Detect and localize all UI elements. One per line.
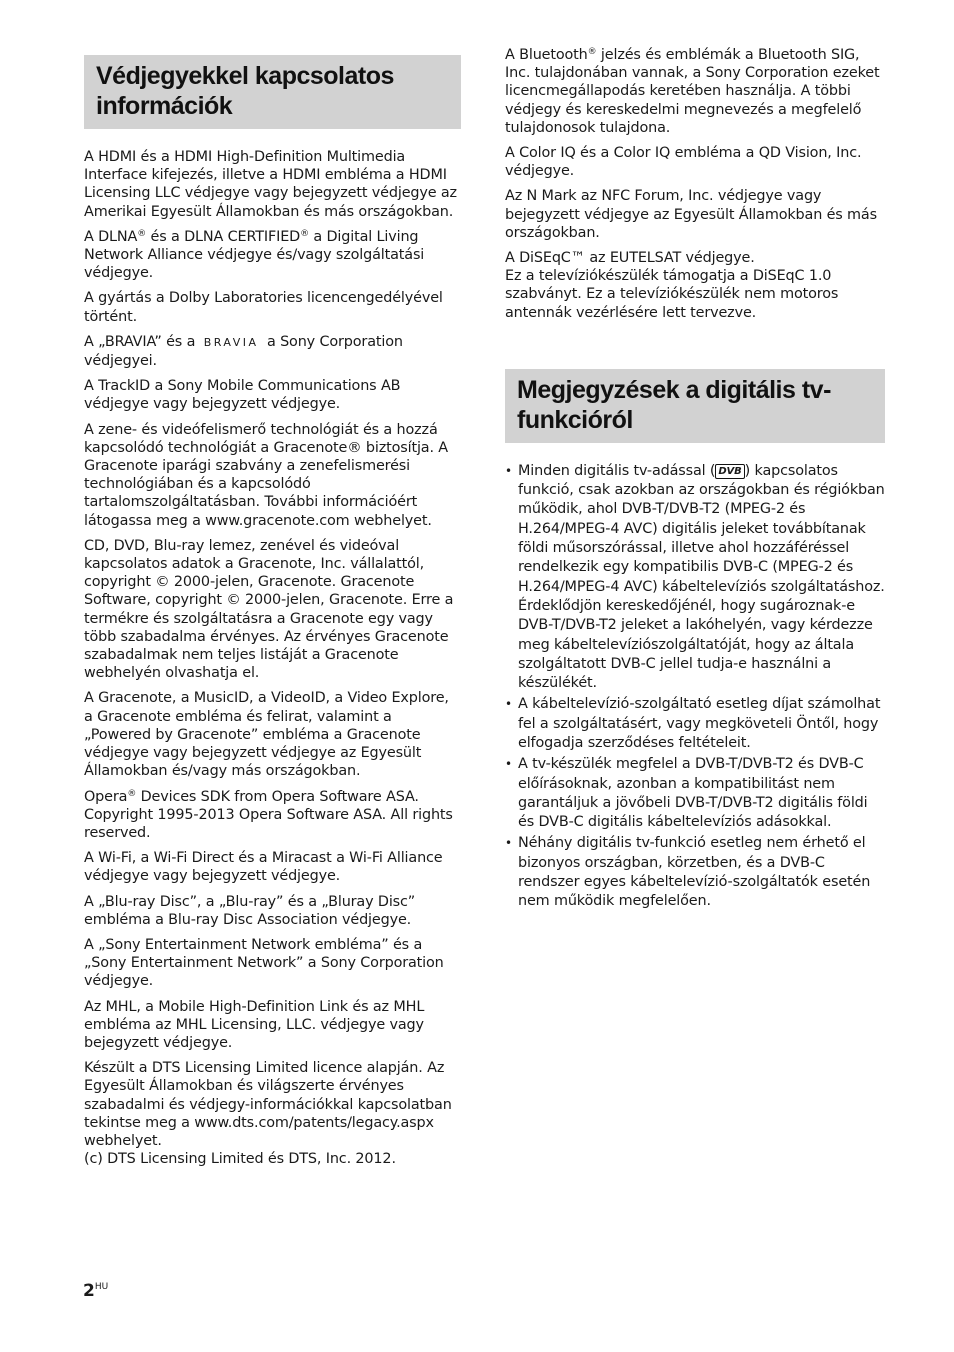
hdmi-paragraph: A HDMI és a HDMI High-Definition Multimedia Interface kifejezés, illetve a HDMI embléma a HDMI Licensing LLC védjegye vagy bejegyzett védjegye az Amerikai Egyesült Államokban és más országokban. bbox=[84, 149, 457, 220]
gracenote-technology-paragraph: A zene- és videófelismerő technológiát és a hozzá kapcsolódó technológiát a Gracenote® biztosítja. A Gracenote iparági szabvány a zenefelismerési technológiában és a kapcsolódó tartalomszolgáltatásban. További információért látogassa meg a www.gracenote.com webhelyet. bbox=[84, 421, 449, 529]
bullet-icon: • bbox=[505, 836, 512, 851]
dlna-paragraph: A DLNA® és a DLNA CERTIFIED® a Digital Living Network Alliance védjegye és/vagy szolgáltatási védjegye. bbox=[84, 228, 425, 282]
list-item: • A kábeltelevízió-szolgáltató esetleg díjat számolhat fel a szolgáltatásért, vagy megköveteli Öntől, hogy elfogadja szerződéses feltételeit. bbox=[505, 696, 881, 751]
list-item: • Néhány digitális tv-funkció esetleg nem érhető el bizonyos országban, körzetben, és a DVB-C rendszer egyes kábeltelevízió-szolgáltatók esetén nem működik megfelelően. bbox=[505, 835, 871, 910]
language-code: HU bbox=[94, 1282, 109, 1292]
dolby-paragraph: A gyártás a Dolby Laboratories licencengedélyével történt. bbox=[84, 290, 443, 325]
coloriq-paragraph: A Color IQ és a Color IQ embléma a QD Vision, Inc. védjegye. bbox=[505, 145, 862, 180]
trackid-paragraph: A TrackID a Sony Mobile Communications AB védjegye vagy bejegyzett védjegye. bbox=[84, 378, 401, 413]
diseqc-paragraph: A DiSEqC™ az EUTELSAT védjegye. Ez a televíziókészülék támogatja a DiSEqC 1.0 szabványt. Ez a televíziókészülék nem motoros antennák vezérlésére lett tervezve. bbox=[505, 250, 839, 321]
gracenote-trademark-paragraph: A Gracenote, a MusicID, a VideoID, a Video Explore, a Gracenote embléma és felirat, valamint a „Powered by Gracenote” embléma a Gracenote védjegye vagy bejegyzett védjegye az Egyesült Államokban és/vagy más országokban. bbox=[84, 690, 449, 780]
mhl-paragraph: Az MHL, a Mobile High-Definition Link és az MHL embléma az MHL Licensing, LLC. védjegye vagy bejegyzett védjegye. bbox=[84, 998, 425, 1051]
dts-paragraph: Készült a DTS Licensing Limited licence alapján. Az Egyesült Államokban és világszerte érvényes szabadalmi és védjegy-információkkal kapcsolatban tekintse meg a www.dts.com/patents/legacy.aspx webhelyet. (c) DTS Licensing Limited és DTS, Inc. 2012. bbox=[84, 1060, 452, 1168]
left-column bbox=[84, 55, 461, 1175]
list-item: • Minden digitális tv-adással ( DVB ) kapcsolatos funkció, csak azokban az országokban és régiókban működik, ahol DVB-T/DVB-T2 (MPEG-2 és H.264/MPEG-4 AVC) digitális jeleket továbbítanak földi műsorszórással, illetve ahol hozzáféréssel rendelkezik egy kompatibilis DVB-C (MPEG-2 és H.264/MPEG-4 AVC) kábeltelevíziós szolgáltatáshoz. Érdeklődjön kereskedőjénél, hogy sugároznak-e DVB-T/DVB-T2 jeleket a lakóhelyén, vagy kérdezze meg kábeltelevíziószolgáltatóját, hogy az általa szolgáltatott DVB-C jellel tudja-e használni a készülékét. bbox=[505, 462, 885, 692]
gracenote-copyright-paragraph: CD, DVD, Blu-ray lemez, zenével és videóval kapcsolatos adatok a Gracenote, Inc. vállalattól, copyright © 2000-jelen, Gracenote. Gracenote Software, copyright © 2000-jelen, Gracenote. Erre a termékre és szolgáltatásra a Gracenote egy vagy több szabadalma érvényes. Az érvényes Gracenote szabadalmak nem teljes listáját a Gracenote webhelyén olvashatja el. bbox=[84, 537, 454, 682]
wifi-paragraph: A Wi-Fi, a Wi-Fi Direct és a Miracast a Wi-Fi Alliance védjegye vagy bejegyzett védjegye. bbox=[84, 850, 443, 885]
right-column bbox=[505, 46, 885, 914]
bullet-icon: • bbox=[505, 697, 512, 712]
bluetooth-paragraph: A Bluetooth® jelzés és emblémák a Bluetooth SIG, Inc. tulajdonában vannak, a Sony Corporation ezeket licencmegállapodás keretében használja. A többi védjegy és kereskedelmi megnevezés a megfelelő tulajdonosok tulajdona. bbox=[505, 47, 880, 136]
trademark-heading: Védjegyekkel kapcsolatos információk bbox=[96, 62, 394, 120]
page-number: $2^{HU}$ bbox=[83, 1281, 109, 1301]
digital-tv-heading: Megjegyzések a digitális tv-funkcióról bbox=[517, 375, 831, 434]
digital-tv-notes-list bbox=[505, 462, 885, 912]
bravia-logo: BRAVIA bbox=[203, 335, 259, 349]
bluray-paragraph: A „Blu-ray Disc”, a „Blu-ray” és a „Bluray Disc” embléma a Blu-ray Disc Association védjegye. bbox=[84, 893, 416, 928]
list-item: • A tv-készülék megfelel a DVB-T/DVB-T2 és DVB-C előírásoknak, azonban a kompatibilitást nem garantáljuk a jövőbeli DVB-T/DVB-T2 digitális földi és DVB-C digitális kábeltelevíziós adásokkal. bbox=[505, 756, 868, 831]
sen-paragraph: A „Sony Entertainment Network embléma” és a „Sony Entertainment Network” a Sony Corporation védjegye. bbox=[84, 936, 444, 990]
bullet-icon: • bbox=[505, 757, 512, 772]
opera-paragraph: Opera® Devices SDK from Opera Software ASA. Copyright 1995-2013 Opera Software ASA. All rights reserved. bbox=[84, 788, 453, 841]
bravia-paragraph: A „BRAVIA” és a BRAVIA a Sony Corporation védjegyei. bbox=[84, 333, 403, 370]
bullet-icon: • bbox=[505, 463, 512, 478]
digital-tv-heading-box bbox=[505, 369, 885, 443]
nmark-paragraph: Az N Mark az NFC Forum, Inc. védjegye vagy bejegyzett védjegye az Egyesült Államokban és más országokban. bbox=[505, 188, 877, 241]
trademark-heading-box bbox=[84, 55, 461, 129]
dvb-logo: DVB bbox=[715, 464, 744, 479]
